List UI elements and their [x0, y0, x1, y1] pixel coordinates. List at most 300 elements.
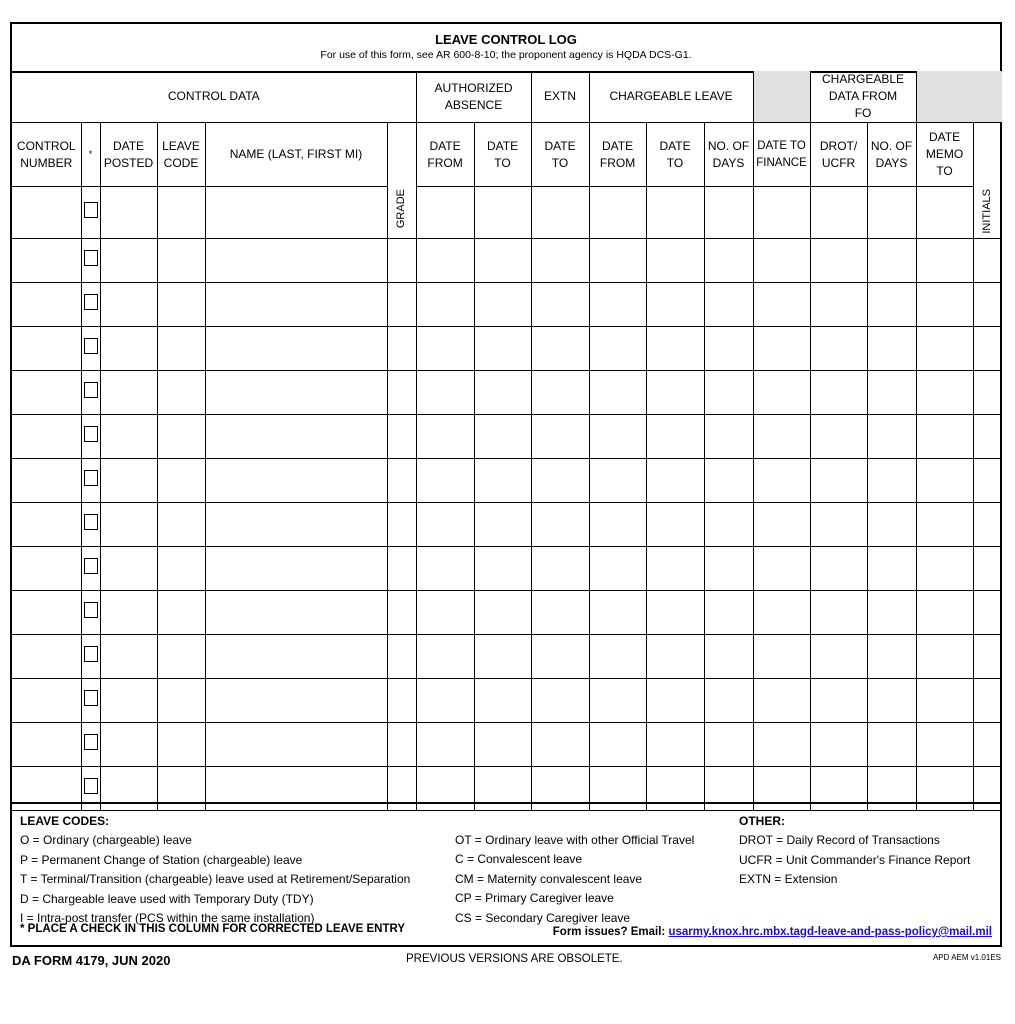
cell-date-memo-to[interactable]	[916, 591, 973, 635]
other-item: EXTN = Extension	[739, 872, 838, 887]
cell-charge-date-from[interactable]	[589, 415, 646, 459]
table-row	[12, 591, 1002, 635]
table-row	[12, 371, 1002, 415]
cell-charge-no-of-days[interactable]	[704, 187, 753, 239]
cell-charge-date-to[interactable]	[646, 547, 704, 591]
cell-initials[interactable]	[973, 635, 1002, 679]
group-extn: EXTN	[531, 71, 589, 123]
cell-charge-no-of-days[interactable]	[704, 723, 753, 767]
cell-date-to-finance[interactable]	[753, 415, 810, 459]
correction-checkbox[interactable]	[84, 338, 98, 354]
cell-control-number[interactable]	[12, 187, 81, 239]
col-asterisk: *	[81, 123, 100, 187]
cell-charge-date-from[interactable]	[589, 679, 646, 723]
col-drot-ucfr: DROT/ UCFR	[810, 123, 867, 187]
leave-code-item: P = Permanent Change of Station (chargeable) leave	[20, 852, 303, 867]
correction-checkbox[interactable]	[84, 734, 98, 750]
cell-date-posted[interactable]	[100, 187, 157, 239]
table-row	[12, 459, 1002, 503]
cell-drot-ucfr[interactable]	[810, 591, 867, 635]
cell-initials[interactable]	[973, 371, 1002, 415]
legend	[12, 802, 1000, 949]
cell-grade[interactable]	[387, 591, 416, 635]
cell-auth-date-to[interactable]	[474, 327, 531, 371]
cell-fo-no-of-days[interactable]	[867, 415, 916, 459]
cell-charge-no-of-days[interactable]	[704, 591, 753, 635]
col-auth-date-to: DATE TO	[474, 123, 531, 187]
cell-auth-date-from[interactable]	[416, 503, 474, 547]
correction-checkbox[interactable]	[84, 470, 98, 486]
group-shaded-cell	[916, 71, 1002, 123]
cell-drot-ucfr[interactable]	[810, 459, 867, 503]
cell-grade[interactable]	[387, 679, 416, 723]
cell-leave-code[interactable]	[157, 415, 205, 459]
cell-control-number[interactable]	[12, 679, 81, 723]
leave-code-item: CS = Secondary Caregiver leave	[455, 910, 631, 925]
cell-date-memo-to[interactable]	[916, 679, 973, 723]
correction-checkbox[interactable]	[84, 646, 98, 662]
cell-correction-check	[81, 187, 100, 239]
cell-grade[interactable]	[387, 239, 416, 283]
cell-date-to-finance[interactable]	[753, 635, 810, 679]
cell-auth-date-to[interactable]	[474, 503, 531, 547]
cell-charge-date-from[interactable]	[589, 591, 646, 635]
log-table	[12, 71, 1002, 811]
cell-date-to-finance[interactable]	[753, 239, 810, 283]
cell-date-to-finance[interactable]	[753, 187, 810, 239]
cell-charge-date-to[interactable]	[646, 371, 704, 415]
cell-grade[interactable]	[387, 327, 416, 371]
cell-charge-date-to[interactable]	[646, 239, 704, 283]
col-date-posted: DATE POSTED	[100, 123, 157, 187]
cell-drot-ucfr[interactable]	[810, 371, 867, 415]
cell-auth-date-from[interactable]	[416, 591, 474, 635]
cell-date-memo-to[interactable]	[916, 371, 973, 415]
cell-grade[interactable]	[387, 547, 416, 591]
cell-auth-date-to[interactable]	[474, 371, 531, 415]
cell-extn-date-to[interactable]	[531, 187, 589, 239]
table-row	[12, 187, 1002, 239]
cell-drot-ucfr[interactable]	[810, 635, 867, 679]
correction-note: * PLACE A CHECK IN THIS COLUMN FOR CORRECTED LEAVE ENTRY	[20, 923, 406, 935]
cell-charge-no-of-days[interactable]	[704, 415, 753, 459]
cell-auth-date-from[interactable]	[416, 371, 474, 415]
cell-charge-date-to[interactable]	[646, 327, 704, 371]
cell-leave-code[interactable]	[157, 547, 205, 591]
cell-grade[interactable]	[387, 371, 416, 415]
cell-leave-code[interactable]	[157, 591, 205, 635]
cell-name[interactable]	[205, 635, 387, 679]
cell-control-number[interactable]	[12, 635, 81, 679]
col-charge-date-to: DATE TO	[646, 123, 704, 187]
cell-date-to-finance[interactable]	[753, 283, 810, 327]
cell-initials[interactable]	[973, 327, 1002, 371]
cell-auth-date-from[interactable]	[416, 635, 474, 679]
cell-charge-date-to[interactable]	[646, 635, 704, 679]
cell-date-posted[interactable]	[100, 547, 157, 591]
cell-leave-code[interactable]	[157, 503, 205, 547]
cell-control-number[interactable]	[12, 547, 81, 591]
cell-correction-check	[81, 371, 100, 415]
leave-code-item: OT = Ordinary leave with other Official Travel	[455, 833, 695, 847]
cell-correction-check	[81, 459, 100, 503]
cell-fo-no-of-days[interactable]	[867, 679, 916, 723]
issues-email-link[interactable]: usarmy.knox.hrc.mbx.tagd-leave-and-pass-policy@mail.mil	[668, 926, 992, 938]
cell-extn-date-to[interactable]	[531, 591, 589, 635]
cell-initials[interactable]	[973, 459, 1002, 503]
cell-fo-no-of-days[interactable]	[867, 503, 916, 547]
cell-initials[interactable]	[973, 591, 1002, 635]
cell-leave-code[interactable]	[157, 371, 205, 415]
cell-control-number[interactable]	[12, 239, 81, 283]
leave-code-item: CP = Primary Caregiver leave	[455, 891, 614, 906]
cell-charge-date-from[interactable]	[589, 503, 646, 547]
cell-initials[interactable]	[973, 415, 1002, 459]
form-issues-label: Form issues? Email:	[552, 926, 666, 938]
cell-drot-ucfr[interactable]	[810, 547, 867, 591]
cell-extn-date-to[interactable]	[531, 459, 589, 503]
cell-auth-date-from[interactable]	[416, 547, 474, 591]
cell-grade[interactable]	[387, 723, 416, 767]
cell-drot-ucfr[interactable]	[810, 239, 867, 283]
cell-leave-code[interactable]	[157, 635, 205, 679]
table-row	[12, 723, 1002, 767]
cell-date-posted[interactable]	[100, 503, 157, 547]
cell-name[interactable]	[205, 547, 387, 591]
cell-date-posted[interactable]	[100, 239, 157, 283]
table-row	[12, 415, 1002, 459]
table-row	[12, 635, 1002, 679]
cell-drot-ucfr[interactable]	[810, 723, 867, 767]
cell-extn-date-to[interactable]	[531, 415, 589, 459]
form-issues	[553, 926, 992, 938]
table-row	[12, 283, 1002, 327]
cell-date-memo-to[interactable]	[916, 635, 973, 679]
cell-charge-date-from[interactable]	[589, 187, 646, 239]
cell-charge-no-of-days[interactable]	[704, 371, 753, 415]
cell-date-memo-to[interactable]	[916, 327, 973, 371]
cell-auth-date-to[interactable]	[474, 415, 531, 459]
cell-initials[interactable]	[973, 503, 1002, 547]
cell-initials[interactable]	[973, 283, 1002, 327]
cell-drot-ucfr[interactable]	[810, 187, 867, 239]
cell-drot-ucfr[interactable]	[810, 679, 867, 723]
cell-charge-no-of-days[interactable]	[704, 547, 753, 591]
cell-control-number[interactable]	[12, 503, 81, 547]
cell-auth-date-to[interactable]	[474, 679, 531, 723]
cell-charge-date-to[interactable]	[646, 591, 704, 635]
form-subtitle: For use of this form, see AR 600-8-10; the proponent agency is HQDA DCS-G1.	[320, 49, 692, 61]
cell-name[interactable]	[205, 187, 387, 239]
correction-checkbox[interactable]	[84, 690, 98, 706]
leave-code-item: D = Chargeable leave used with Temporary Duty (TDY)	[20, 891, 314, 906]
correction-checkbox[interactable]	[84, 778, 98, 794]
cell-control-number[interactable]	[12, 459, 81, 503]
cell-initials[interactable]	[973, 239, 1002, 283]
col-date-to-finance: DATE TO FINANCE	[753, 123, 810, 187]
cell-correction-check	[81, 591, 100, 635]
cell-charge-date-to[interactable]	[646, 283, 704, 327]
cell-auth-date-from[interactable]	[416, 415, 474, 459]
cell-name[interactable]	[205, 679, 387, 723]
cell-initials[interactable]	[973, 679, 1002, 723]
cell-extn-date-to[interactable]	[531, 371, 589, 415]
col-initials-header	[973, 123, 1002, 187]
cell-auth-date-from[interactable]	[416, 679, 474, 723]
cell-initials[interactable]	[973, 547, 1002, 591]
cell-control-number[interactable]	[12, 371, 81, 415]
cell-name[interactable]	[205, 459, 387, 503]
cell-auth-date-from[interactable]	[416, 327, 474, 371]
cell-date-memo-to[interactable]	[916, 503, 973, 547]
cell-date-to-finance[interactable]	[753, 723, 810, 767]
leave-control-log-form	[10, 22, 1002, 947]
col-control-number: CONTROL NUMBER	[12, 123, 81, 187]
cell-drot-ucfr[interactable]	[810, 283, 867, 327]
cell-charge-no-of-days[interactable]	[704, 239, 753, 283]
cell-name[interactable]	[205, 327, 387, 371]
cell-date-to-finance[interactable]	[753, 547, 810, 591]
cell-date-memo-to[interactable]	[916, 187, 973, 239]
cell-auth-date-to[interactable]	[474, 283, 531, 327]
cell-date-memo-to[interactable]	[916, 239, 973, 283]
cell-fo-no-of-days[interactable]	[867, 327, 916, 371]
cell-leave-code[interactable]	[157, 679, 205, 723]
cell-charge-no-of-days[interactable]	[704, 679, 753, 723]
cell-fo-no-of-days[interactable]	[867, 187, 916, 239]
cell-date-posted[interactable]	[100, 327, 157, 371]
cell-charge-date-to[interactable]	[646, 187, 704, 239]
cell-correction-check	[81, 283, 100, 327]
cell-charge-date-from[interactable]	[589, 547, 646, 591]
table-row	[12, 239, 1002, 283]
leave-code-item: O = Ordinary (chargeable) leave	[20, 833, 192, 848]
cell-date-memo-to[interactable]	[916, 415, 973, 459]
cell-charge-date-from[interactable]	[589, 459, 646, 503]
cell-fo-no-of-days[interactable]	[867, 239, 916, 283]
cell-grade[interactable]	[387, 283, 416, 327]
cell-auth-date-from[interactable]	[416, 239, 474, 283]
col-leave-code: LEAVE CODE	[157, 123, 205, 187]
cell-drot-ucfr[interactable]	[810, 327, 867, 371]
form-id: DA FORM 4179, JUN 2020	[12, 953, 171, 968]
cell-charge-no-of-days[interactable]	[704, 635, 753, 679]
col-grade: GRADE	[395, 188, 408, 228]
other-item: UCFR = Unit Commander's Finance Report	[739, 852, 971, 867]
cell-charge-date-from[interactable]	[589, 371, 646, 415]
cell-correction-check	[81, 723, 100, 767]
cell-extn-date-to[interactable]	[531, 635, 589, 679]
correction-checkbox[interactable]	[84, 426, 98, 442]
cell-date-posted[interactable]	[100, 723, 157, 767]
cell-extn-date-to[interactable]	[531, 327, 589, 371]
other-header: OTHER:	[739, 814, 785, 828]
cell-auth-date-from[interactable]	[416, 723, 474, 767]
cell-charge-date-to[interactable]	[646, 679, 704, 723]
table-row	[12, 547, 1002, 591]
cell-auth-date-to[interactable]	[474, 459, 531, 503]
cell-date-posted[interactable]	[100, 635, 157, 679]
cell-charge-date-from[interactable]	[589, 327, 646, 371]
correction-checkbox[interactable]	[84, 294, 98, 310]
cell-leave-code[interactable]	[157, 459, 205, 503]
correction-checkbox[interactable]	[84, 382, 98, 398]
cell-charge-no-of-days[interactable]	[704, 459, 753, 503]
cell-leave-code[interactable]	[157, 723, 205, 767]
cell-correction-check	[81, 547, 100, 591]
cell-leave-code[interactable]	[157, 283, 205, 327]
cell-auth-date-to[interactable]	[474, 187, 531, 239]
cell-date-memo-to[interactable]	[916, 283, 973, 327]
cell-auth-date-from[interactable]	[416, 459, 474, 503]
group-shaded-cell	[753, 71, 810, 123]
cell-fo-no-of-days[interactable]	[867, 459, 916, 503]
cell-charge-date-to[interactable]	[646, 503, 704, 547]
cell-control-number[interactable]	[12, 723, 81, 767]
cell-correction-check	[81, 415, 100, 459]
col-charge-no-of-days: NO. OF DAYS	[704, 123, 753, 187]
cell-date-to-finance[interactable]	[753, 503, 810, 547]
leave-codes-header: LEAVE CODES:	[20, 814, 110, 828]
group-authorized-absence: AUTHORIZED ABSENCE	[416, 71, 531, 123]
cell-grade[interactable]	[387, 635, 416, 679]
cell-date-memo-to[interactable]	[916, 547, 973, 591]
cell-extn-date-to[interactable]	[531, 679, 589, 723]
col-grade-header	[387, 123, 416, 187]
cell-control-number[interactable]	[12, 591, 81, 635]
cell-extn-date-to[interactable]	[531, 283, 589, 327]
table-row	[12, 503, 1002, 547]
cell-charge-date-from[interactable]	[589, 723, 646, 767]
cell-grade[interactable]	[387, 187, 416, 239]
cell-date-posted[interactable]	[100, 591, 157, 635]
cell-charge-no-of-days[interactable]	[704, 503, 753, 547]
cell-auth-date-to[interactable]	[474, 723, 531, 767]
col-date-memo-to: DATE MEMO TO	[916, 123, 973, 187]
cell-fo-no-of-days[interactable]	[867, 547, 916, 591]
cell-control-number[interactable]	[12, 415, 81, 459]
cell-charge-date-from[interactable]	[589, 239, 646, 283]
cell-leave-code[interactable]	[157, 239, 205, 283]
cell-auth-date-to[interactable]	[474, 547, 531, 591]
cell-name[interactable]	[205, 239, 387, 283]
cell-date-to-finance[interactable]	[753, 459, 810, 503]
group-control-data: CONTROL DATA	[12, 71, 416, 123]
cell-auth-date-from[interactable]	[416, 187, 474, 239]
cell-initials[interactable]	[973, 723, 1002, 767]
cell-auth-date-from[interactable]	[416, 283, 474, 327]
group-chargeable-data-from-fo: CHARGEABLE DATA FROM FO	[810, 71, 916, 123]
cell-charge-date-to[interactable]	[646, 459, 704, 503]
cell-control-number[interactable]	[12, 283, 81, 327]
cell-drot-ucfr[interactable]	[810, 415, 867, 459]
cell-extn-date-to[interactable]	[531, 239, 589, 283]
cell-control-number[interactable]	[12, 327, 81, 371]
correction-checkbox[interactable]	[84, 202, 98, 218]
leave-code-item: I = Intra-post transfer (PCS within the same installation)	[20, 911, 315, 926]
cell-leave-code[interactable]	[157, 327, 205, 371]
cell-correction-check	[81, 503, 100, 547]
cell-fo-no-of-days[interactable]	[867, 283, 916, 327]
cell-grade[interactable]	[387, 415, 416, 459]
cell-charge-date-to[interactable]	[646, 723, 704, 767]
cell-date-to-finance[interactable]	[753, 371, 810, 415]
col-charge-date-from: DATE FROM	[589, 123, 646, 187]
cell-leave-code[interactable]	[157, 187, 205, 239]
cell-charge-date-to[interactable]	[646, 415, 704, 459]
cell-name[interactable]	[205, 371, 387, 415]
cell-date-to-finance[interactable]	[753, 327, 810, 371]
cell-grade[interactable]	[387, 503, 416, 547]
obsolete-notice: PREVIOUS VERSIONS ARE OBSOLETE.	[406, 953, 623, 965]
cell-date-posted[interactable]	[100, 459, 157, 503]
cell-date-to-finance[interactable]	[753, 679, 810, 723]
cell-auth-date-to[interactable]	[474, 591, 531, 635]
cell-name[interactable]	[205, 503, 387, 547]
cell-charge-date-from[interactable]	[589, 635, 646, 679]
cell-correction-check	[81, 635, 100, 679]
cell-fo-no-of-days[interactable]	[867, 371, 916, 415]
cell-extn-date-to[interactable]	[531, 723, 589, 767]
cell-date-posted[interactable]	[100, 679, 157, 723]
cell-drot-ucfr[interactable]	[810, 503, 867, 547]
cell-charge-no-of-days[interactable]	[704, 283, 753, 327]
cell-extn-date-to[interactable]	[531, 547, 589, 591]
cell-date-memo-to[interactable]	[916, 723, 973, 767]
leave-code-item: T = Terminal/Transition (chargeable) leave used at Retirement/Separation	[20, 872, 411, 887]
form-header	[12, 24, 1000, 73]
correction-checkbox[interactable]	[84, 514, 98, 530]
col-fo-no-of-days: NO. OF DAYS	[867, 123, 916, 187]
other-item: DROT = Daily Record of Transactions	[739, 833, 940, 848]
cell-name[interactable]	[205, 591, 387, 635]
correction-checkbox[interactable]	[84, 558, 98, 574]
version-tag: APD AEM v1.01ES	[932, 953, 1001, 962]
cell-auth-date-to[interactable]	[474, 635, 531, 679]
cell-fo-no-of-days[interactable]	[867, 591, 916, 635]
col-auth-date-from: DATE FROM	[416, 123, 474, 187]
cell-date-posted[interactable]	[100, 415, 157, 459]
cell-name[interactable]	[205, 723, 387, 767]
cell-initials[interactable]	[973, 187, 1002, 239]
cell-name[interactable]	[205, 415, 387, 459]
cell-correction-check	[81, 679, 100, 723]
correction-checkbox[interactable]	[84, 602, 98, 618]
cell-grade[interactable]	[387, 459, 416, 503]
col-initials: INITIALS	[981, 188, 994, 234]
cell-date-memo-to[interactable]	[916, 459, 973, 503]
form-title: LEAVE CONTROL LOG	[435, 32, 577, 47]
table-row	[12, 327, 1002, 371]
cell-name[interactable]	[205, 283, 387, 327]
cell-fo-no-of-days[interactable]	[867, 723, 916, 767]
cell-fo-no-of-days[interactable]	[867, 635, 916, 679]
cell-charge-date-from[interactable]	[589, 283, 646, 327]
correction-checkbox[interactable]	[84, 250, 98, 266]
cell-auth-date-to[interactable]	[474, 239, 531, 283]
table-row	[12, 679, 1002, 723]
group-chargeable-leave: CHARGEABLE LEAVE	[589, 71, 753, 123]
cell-correction-check	[81, 327, 100, 371]
cell-date-posted[interactable]	[100, 283, 157, 327]
cell-charge-no-of-days[interactable]	[704, 327, 753, 371]
cell-extn-date-to[interactable]	[531, 503, 589, 547]
cell-date-to-finance[interactable]	[753, 591, 810, 635]
leave-code-item: CM = Maternity convalescent leave	[455, 871, 643, 886]
col-extn-date-to: DATE TO	[531, 123, 589, 187]
col-name: NAME (LAST, FIRST MI)	[205, 123, 387, 187]
cell-date-posted[interactable]	[100, 371, 157, 415]
